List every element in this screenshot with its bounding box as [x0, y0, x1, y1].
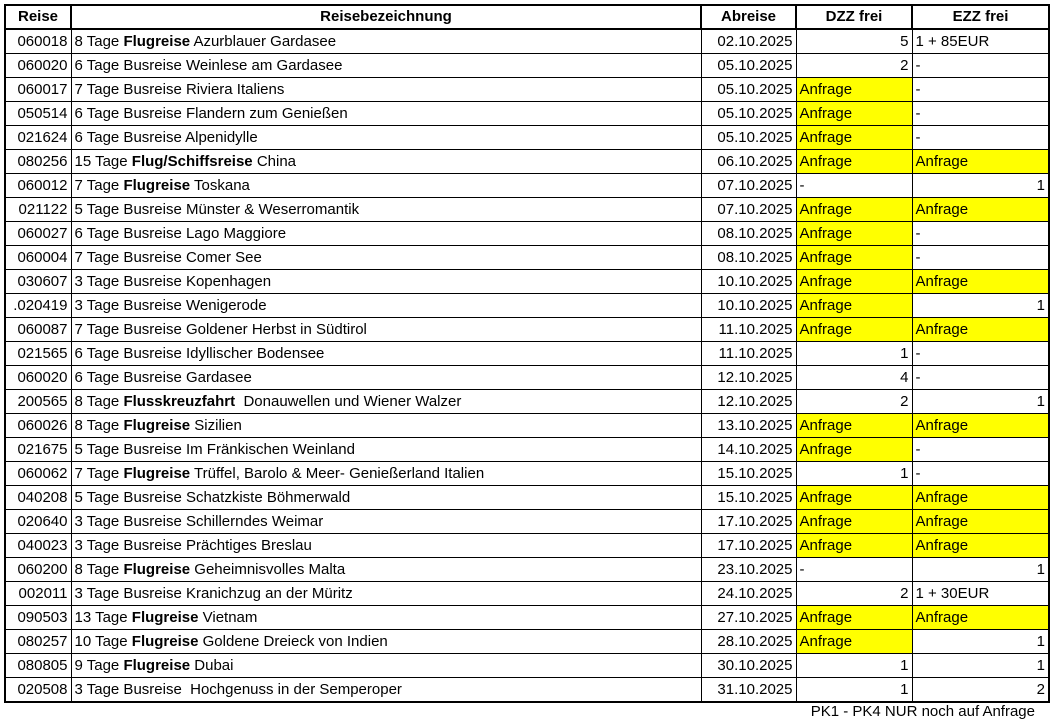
header-dzz-frei: DZZ frei [796, 5, 912, 29]
abreise-cell: 30.10.2025 [701, 654, 796, 678]
table-row [5, 462, 1049, 486]
description-bold-text: Flugreise [123, 465, 191, 482]
reise-cell: 021675 [5, 438, 71, 462]
description-cell [71, 510, 701, 534]
dzz-frei-cell: 1 [796, 654, 912, 678]
reise-cell: 090503 [5, 606, 71, 630]
abreise-cell: 08.10.2025 [701, 222, 796, 246]
ezz-frei-cell: 1 [912, 654, 1049, 678]
description-text: 7 Tage Busreise Comer See [74, 249, 262, 266]
dzz-frei-cell: Anfrage [796, 486, 912, 510]
ezz-frei-cell: 1 [912, 390, 1049, 414]
abreise-cell: 06.10.2025 [701, 150, 796, 174]
table-row [5, 102, 1049, 126]
description-bold-text: Flugreise [123, 561, 191, 578]
table-row [5, 534, 1049, 558]
ezz-frei-cell: - [912, 342, 1049, 366]
description-cell [71, 270, 701, 294]
description-text: 6 Tage Busreise Lago Maggiore [74, 225, 287, 242]
table-row [5, 246, 1049, 270]
abreise-cell: 17.10.2025 [701, 510, 796, 534]
dzz-frei-cell: Anfrage [796, 270, 912, 294]
dzz-frei-cell: - [796, 558, 912, 582]
description-bold-text: Flugreise [123, 657, 191, 674]
reise-cell: .020419 [5, 294, 71, 318]
table-row [5, 150, 1049, 174]
reise-cell: 060062 [5, 462, 71, 486]
dzz-frei-cell: 2 [796, 582, 912, 606]
abreise-cell: 17.10.2025 [701, 534, 796, 558]
description-cell [71, 102, 701, 126]
dzz-frei-cell: Anfrage [796, 630, 912, 654]
description-cell [71, 678, 701, 703]
reise-cell: 200565 [5, 390, 71, 414]
footer-note: PK1 - PK4 NUR noch auf Anfrage [810, 703, 1035, 720]
table-row [5, 390, 1049, 414]
description-cell [71, 126, 701, 150]
ezz-frei-cell: - [912, 222, 1049, 246]
abreise-cell: 05.10.2025 [701, 78, 796, 102]
ezz-frei-cell: Anfrage [912, 150, 1049, 174]
abreise-cell: 11.10.2025 [701, 318, 796, 342]
dzz-frei-cell: Anfrage [796, 102, 912, 126]
description-cell [71, 654, 701, 678]
description-cell [71, 606, 701, 630]
table-row [5, 678, 1049, 703]
dzz-frei-cell: Anfrage [796, 534, 912, 558]
description-text: 3 Tage Busreise Wenigerode [74, 297, 267, 314]
ezz-frei-cell: - [912, 78, 1049, 102]
table-row [5, 510, 1049, 534]
reise-cell: 020508 [5, 678, 71, 703]
abreise-cell: 13.10.2025 [701, 414, 796, 438]
table-row [5, 29, 1049, 54]
description-cell [71, 342, 701, 366]
table-row [5, 486, 1049, 510]
ezz-frei-cell: 1 + 30EUR [912, 582, 1049, 606]
dzz-frei-cell: Anfrage [796, 438, 912, 462]
description-text: Vietnam [198, 609, 258, 626]
ezz-frei-cell: - [912, 438, 1049, 462]
abreise-cell: 23.10.2025 [701, 558, 796, 582]
table-row [5, 318, 1049, 342]
description-cell [71, 366, 701, 390]
table-row [5, 174, 1049, 198]
table-row [5, 582, 1049, 606]
reise-cell: 060004 [5, 246, 71, 270]
table-row [5, 414, 1049, 438]
abreise-cell: 24.10.2025 [701, 582, 796, 606]
dzz-frei-cell: Anfrage [796, 294, 912, 318]
reise-cell: 080256 [5, 150, 71, 174]
dzz-frei-cell: Anfrage [796, 246, 912, 270]
abreise-cell: 02.10.2025 [701, 29, 796, 54]
dzz-frei-cell: Anfrage [796, 414, 912, 438]
table-row [5, 342, 1049, 366]
description-cell [71, 390, 701, 414]
table-row [5, 558, 1049, 582]
reise-cell: 060020 [5, 366, 71, 390]
description-text: 15 Tage [74, 153, 132, 170]
description-cell [71, 582, 701, 606]
table-body [5, 29, 1049, 702]
table-row [5, 366, 1049, 390]
description-cell [71, 486, 701, 510]
description-text: 5 Tage Busreise Münster & Weserromantik [74, 201, 360, 218]
description-bold-text: Flugreise [123, 177, 191, 194]
table-row [5, 222, 1049, 246]
reise-cell: 060012 [5, 174, 71, 198]
abreise-cell: 07.10.2025 [701, 198, 796, 222]
abreise-cell: 15.10.2025 [701, 486, 796, 510]
description-cell [71, 150, 701, 174]
reise-cell: 021624 [5, 126, 71, 150]
reise-cell: 002011 [5, 582, 71, 606]
reise-cell: 030607 [5, 270, 71, 294]
description-cell [71, 174, 701, 198]
description-cell [71, 318, 701, 342]
description-bold-text: Flugreise [131, 633, 199, 650]
description-text: 6 Tage Busreise Weinlese am Gardasee [74, 57, 343, 74]
ezz-frei-cell: Anfrage [912, 510, 1049, 534]
abreise-cell: 27.10.2025 [701, 606, 796, 630]
description-cell [71, 534, 701, 558]
header-reisebezeichnung: Reisebezeichnung [71, 5, 701, 29]
dzz-frei-cell: 2 [796, 390, 912, 414]
description-text: 3 Tage Busreise Kopenhagen [74, 273, 272, 290]
description-text: 9 Tage [74, 657, 124, 674]
abreise-cell: 31.10.2025 [701, 678, 796, 703]
description-cell [71, 222, 701, 246]
description-text: 8 Tage [74, 393, 124, 410]
dzz-frei-cell: Anfrage [796, 78, 912, 102]
description-bold-text: Flug/Schiffsreise [131, 153, 253, 170]
reise-cell: 060087 [5, 318, 71, 342]
ezz-frei-cell: 2 [912, 678, 1049, 703]
table-row [5, 630, 1049, 654]
description-text: 7 Tage Busreise Goldener Herbst in Südtirol [74, 321, 367, 338]
ezz-frei-cell: 1 + 85EUR [912, 29, 1049, 54]
description-text: Dubai [190, 657, 234, 674]
description-text: 6 Tage Busreise Flandern zum Genießen [74, 105, 348, 122]
reise-cell: 060018 [5, 29, 71, 54]
description-text: 3 Tage Busreise Schillerndes Weimar [74, 513, 324, 530]
description-bold-text: Flugreise [123, 33, 191, 50]
reise-cell: 060200 [5, 558, 71, 582]
ezz-frei-cell: Anfrage [912, 414, 1049, 438]
ezz-frei-cell: 1 [912, 558, 1049, 582]
description-cell [71, 29, 701, 54]
ezz-frei-cell: Anfrage [912, 318, 1049, 342]
description-text: 5 Tage Busreise Schatzkiste Böhmerwald [74, 489, 351, 506]
description-cell [71, 246, 701, 270]
header-reise: Reise [5, 5, 71, 29]
ezz-frei-cell: Anfrage [912, 270, 1049, 294]
abreise-cell: 08.10.2025 [701, 246, 796, 270]
description-text: 7 Tage Busreise Riviera Italiens [74, 81, 285, 98]
description-text: 5 Tage Busreise Im Fränkischen Weinland [74, 441, 355, 458]
description-text: Trüffel, Barolo & Meer- Genießerland Italien [190, 465, 485, 482]
description-text: Toskana [190, 177, 250, 194]
ezz-frei-cell: Anfrage [912, 534, 1049, 558]
dzz-frei-cell: 1 [796, 678, 912, 703]
ezz-frei-cell: - [912, 126, 1049, 150]
description-text: 6 Tage Busreise Idyllischer Bodensee [74, 345, 325, 362]
description-bold-text: Flugreise [123, 417, 191, 434]
description-text: 13 Tage [74, 609, 132, 626]
abreise-cell: 07.10.2025 [701, 174, 796, 198]
abreise-cell: 12.10.2025 [701, 366, 796, 390]
dzz-frei-cell: Anfrage [796, 150, 912, 174]
description-bold-text: Flugreise [131, 609, 199, 626]
abreise-cell: 05.10.2025 [701, 102, 796, 126]
dzz-frei-cell: 1 [796, 342, 912, 366]
description-cell [71, 438, 701, 462]
description-cell [71, 54, 701, 78]
description-text: 7 Tage [74, 465, 124, 482]
reise-cell: 040023 [5, 534, 71, 558]
description-text: 3 Tage Busreise Prächtiges Breslau [74, 537, 312, 554]
ezz-frei-cell: - [912, 102, 1049, 126]
abreise-cell: 05.10.2025 [701, 126, 796, 150]
description-text: 8 Tage [74, 561, 124, 578]
dzz-frei-cell: Anfrage [796, 126, 912, 150]
travel-availability-sheet [4, 4, 1050, 720]
description-cell [71, 294, 701, 318]
reise-cell: 060026 [5, 414, 71, 438]
dzz-frei-cell: Anfrage [796, 318, 912, 342]
description-text: Sizilien [190, 417, 242, 434]
dzz-frei-cell: 1 [796, 462, 912, 486]
dzz-frei-cell: 2 [796, 54, 912, 78]
ezz-frei-cell: - [912, 462, 1049, 486]
ezz-frei-cell: - [912, 246, 1049, 270]
description-text: 10 Tage [74, 633, 132, 650]
abreise-cell: 10.10.2025 [701, 294, 796, 318]
ezz-frei-cell: - [912, 366, 1049, 390]
ezz-frei-cell: Anfrage [912, 606, 1049, 630]
ezz-frei-cell: 1 [912, 174, 1049, 198]
abreise-cell: 28.10.2025 [701, 630, 796, 654]
dzz-frei-cell: Anfrage [796, 510, 912, 534]
reise-cell: 060027 [5, 222, 71, 246]
abreise-cell: 12.10.2025 [701, 390, 796, 414]
abreise-cell: 05.10.2025 [701, 54, 796, 78]
description-text: 3 Tage Busreise Hochgenuss in der Semperoper [74, 681, 402, 698]
description-cell [71, 198, 701, 222]
description-text: Donauwellen und Wiener Walzer [235, 393, 462, 410]
reise-cell: 021122 [5, 198, 71, 222]
table-row [5, 78, 1049, 102]
description-text: Geheimnisvolles Malta [190, 561, 346, 578]
reise-cell: 021565 [5, 342, 71, 366]
description-text: 6 Tage Busreise Gardasee [74, 369, 252, 386]
description-text: 8 Tage [74, 33, 124, 50]
reise-cell: 080805 [5, 654, 71, 678]
description-text: 7 Tage [74, 177, 124, 194]
ezz-frei-cell: 1 [912, 294, 1049, 318]
ezz-frei-cell: 1 [912, 630, 1049, 654]
abreise-cell: 10.10.2025 [701, 270, 796, 294]
description-cell [71, 630, 701, 654]
dzz-frei-cell: Anfrage [796, 606, 912, 630]
reise-cell: 050514 [5, 102, 71, 126]
table-row [5, 606, 1049, 630]
description-text: 6 Tage Busreise Alpenidylle [74, 129, 258, 146]
table-row [5, 654, 1049, 678]
description-text: Azurblauer Gardasee [190, 33, 337, 50]
dzz-frei-cell: - [796, 174, 912, 198]
description-text: China [252, 153, 297, 170]
description-text: Goldene Dreieck von Indien [198, 633, 388, 650]
ezz-frei-cell: Anfrage [912, 198, 1049, 222]
table-row [5, 270, 1049, 294]
abreise-cell: 14.10.2025 [701, 438, 796, 462]
table-row [5, 126, 1049, 150]
abreise-cell: 11.10.2025 [701, 342, 796, 366]
table-row [5, 54, 1049, 78]
dzz-frei-cell: Anfrage [796, 198, 912, 222]
description-cell [71, 462, 701, 486]
travel-table [4, 4, 1050, 703]
description-cell [71, 78, 701, 102]
table-row [5, 438, 1049, 462]
ezz-frei-cell: Anfrage [912, 486, 1049, 510]
reise-cell: 080257 [5, 630, 71, 654]
description-bold-text: Flusskreuzfahrt [123, 393, 236, 410]
description-text: 8 Tage [74, 417, 124, 434]
reise-cell: 060020 [5, 54, 71, 78]
reise-cell: 020640 [5, 510, 71, 534]
description-text: 3 Tage Busreise Kranichzug an der Müritz [74, 585, 353, 602]
reise-cell: 040208 [5, 486, 71, 510]
table-row [5, 198, 1049, 222]
table-header-row [5, 5, 1049, 29]
abreise-cell: 15.10.2025 [701, 462, 796, 486]
header-abreise: Abreise [701, 5, 796, 29]
description-cell [71, 558, 701, 582]
ezz-frei-cell: - [912, 54, 1049, 78]
description-cell [71, 414, 701, 438]
dzz-frei-cell: Anfrage [796, 222, 912, 246]
table-row [5, 294, 1049, 318]
header-ezz-frei: EZZ frei [912, 5, 1049, 29]
dzz-frei-cell: 4 [796, 366, 912, 390]
dzz-frei-cell: 5 [796, 29, 912, 54]
reise-cell: 060017 [5, 78, 71, 102]
